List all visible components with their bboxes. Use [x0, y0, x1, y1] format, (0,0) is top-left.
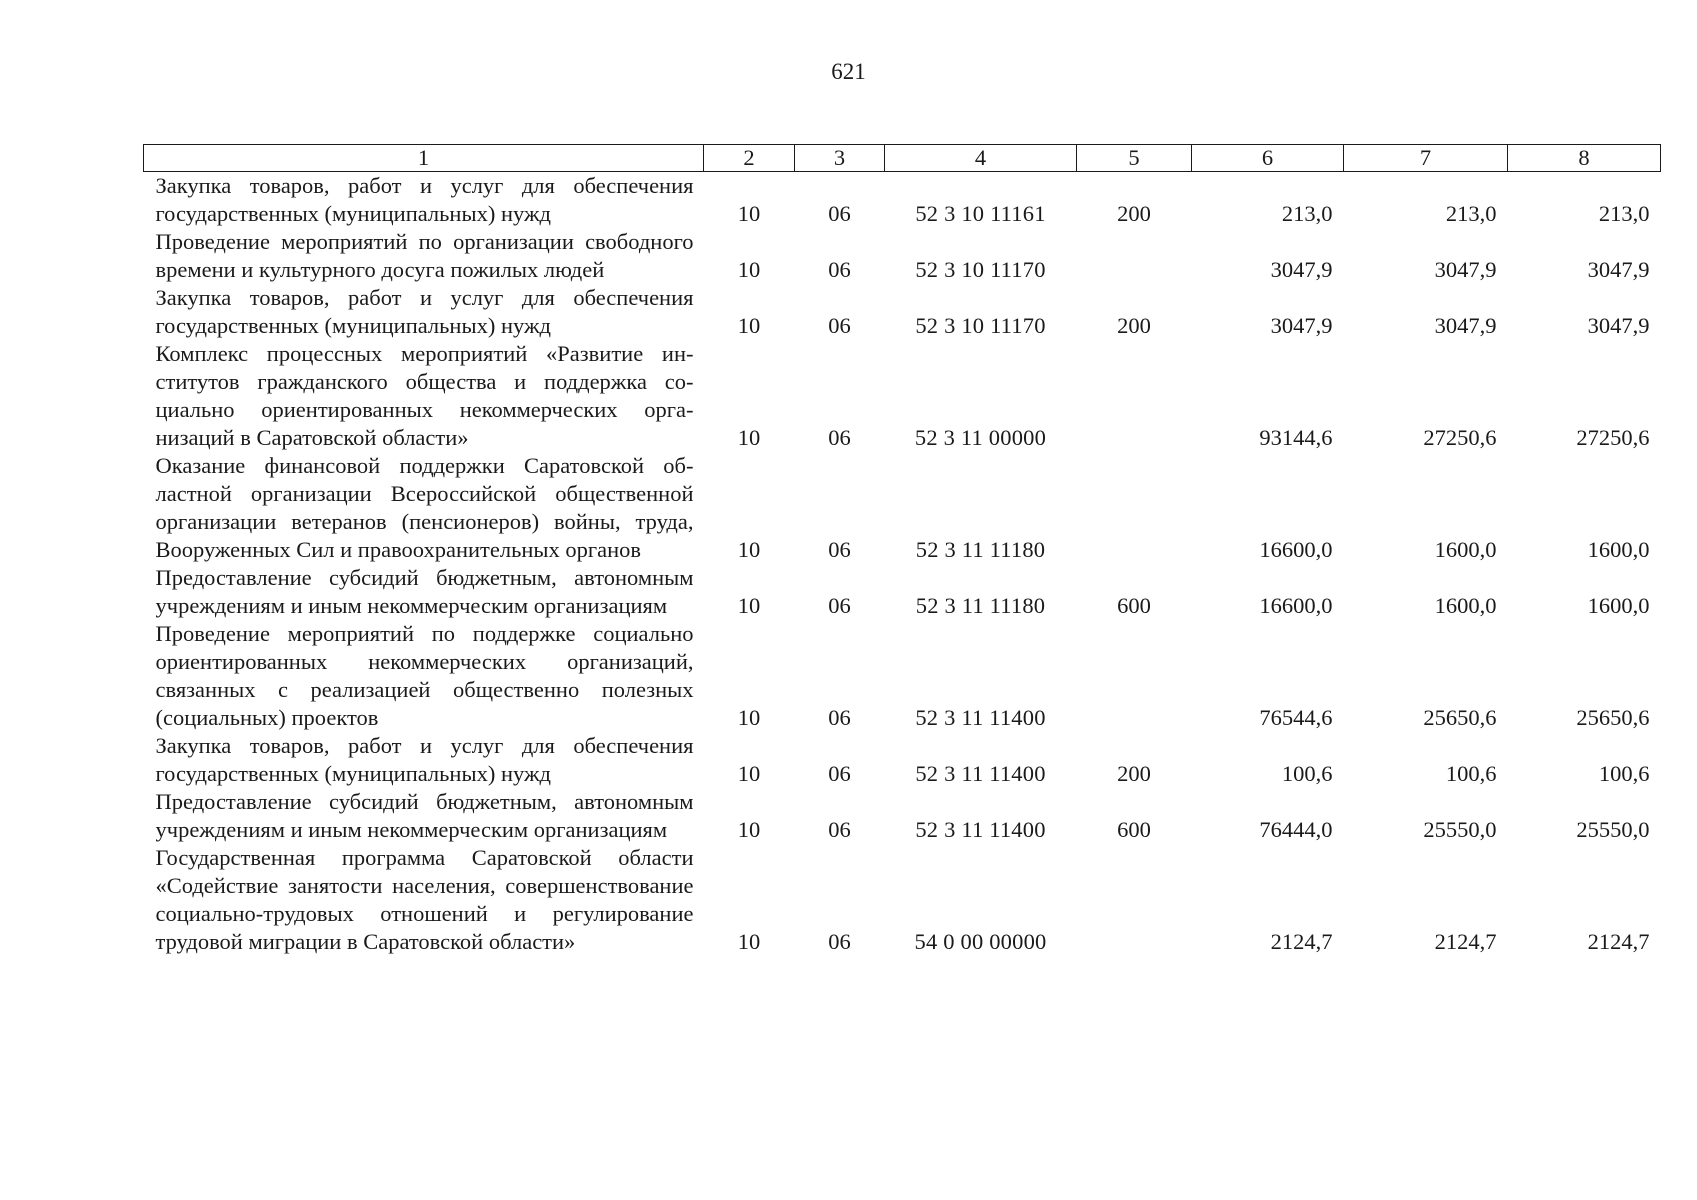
column-header-3: 3 [795, 145, 885, 172]
row-amount-col7: 1600,0 [1434, 593, 1497, 618]
column-header-5: 5 [1077, 145, 1192, 172]
row-amount-col7: 100,6 [1445, 761, 1497, 786]
row-amount-col6: 213,0 [1281, 201, 1333, 226]
row-amount-col8: 2124,7 [1587, 929, 1650, 954]
row-amount-col7: 213,0 [1445, 201, 1497, 226]
row-target-article: 52 3 10 11161 [915, 201, 1046, 226]
row-amount-col6: 16600,0 [1259, 537, 1333, 562]
row-expense-type [1077, 340, 1192, 452]
row-target-article: 52 3 10 11170 [915, 313, 1046, 338]
row-name: Закупка товаров, работ и услуг для обеспечения государственных (муниципальных) нужд [155, 733, 694, 786]
row-section: 10 [737, 817, 761, 842]
column-header-2: 2 [704, 145, 795, 172]
row-amount-col6: 2124,7 [1270, 929, 1333, 954]
row-name: Предоставление субсидий бюджетным, автономным учреждениям и иным некоммерческим организациям [155, 565, 694, 618]
row-subsection: 06 [828, 201, 851, 226]
row-target-article: 52 3 11 11180 [915, 537, 1046, 562]
column-header-4: 4 [885, 145, 1077, 172]
row-section: 10 [737, 313, 761, 338]
row-name: Предоставление субсидий бюджетным, автономным учреждениям и иным некоммерческим организациям [155, 789, 694, 842]
row-expense-type [1077, 452, 1192, 564]
row-section: 10 [737, 537, 761, 562]
header-row [144, 145, 1661, 172]
row-amount-col6: 16600,0 [1259, 593, 1333, 618]
row-amount-col7: 25550,0 [1423, 817, 1497, 842]
row-amount-col7: 3047,9 [1434, 313, 1497, 338]
table-row [144, 340, 1661, 452]
row-expense-type: 600 [1117, 593, 1151, 618]
table-body [144, 172, 1661, 957]
row-section: 10 [737, 705, 761, 730]
table-row [144, 452, 1661, 564]
row-amount-col8: 3047,9 [1587, 313, 1650, 338]
row-section: 10 [737, 257, 761, 282]
row-expense-type [1077, 844, 1192, 956]
row-target-article: 52 3 11 11180 [915, 593, 1046, 618]
table-row [144, 228, 1661, 284]
row-name: Оказание финансовой поддержки Саратовской областной организации Всероссийской общественной организации ветеранов (пенсионеров) войны, труда, Вооруженных Сил и правоохранительных органов [155, 453, 694, 562]
row-target-article: 54 0 00 00000 [914, 929, 1047, 954]
table-row [144, 564, 1661, 620]
table-row [144, 732, 1661, 788]
row-name: Государственная программа Саратовской области «Содействие занятости населения, совершенствование социально-трудовых отношений и регулирование трудовой миграции в Саратовской области» [155, 845, 694, 954]
row-name: Закупка товаров, работ и услуг для обеспечения государственных (муниципальных) нужд [155, 285, 694, 338]
row-target-article: 52 3 11 00000 [914, 425, 1047, 450]
row-name: Проведение мероприятий по поддержке социально ориентированных некоммерческих организаций, связанных с реализацией общественно полезных (социальных) проектов [155, 621, 694, 730]
row-subsection: 06 [828, 705, 851, 730]
row-expense-type: 200 [1117, 201, 1151, 226]
row-subsection: 06 [828, 593, 851, 618]
column-header-7: 7 [1344, 145, 1508, 172]
row-subsection: 06 [828, 537, 851, 562]
row-subsection: 06 [828, 817, 851, 842]
row-section: 10 [737, 425, 761, 450]
column-header-8: 8 [1508, 145, 1661, 172]
row-expense-type: 600 [1117, 817, 1151, 842]
row-target-article: 52 3 11 11400 [915, 761, 1046, 786]
row-amount-col8: 27250,6 [1576, 425, 1650, 450]
table-row [144, 172, 1661, 229]
row-section: 10 [737, 593, 761, 618]
row-amount-col7: 2124,7 [1434, 929, 1497, 954]
row-expense-type: 200 [1117, 761, 1151, 786]
row-amount-col7: 3047,9 [1434, 257, 1497, 282]
row-amount-col6: 3047,9 [1270, 313, 1333, 338]
row-section: 10 [737, 201, 761, 226]
row-amount-col7: 25650,6 [1423, 705, 1497, 730]
row-amount-col6: 3047,9 [1270, 257, 1333, 282]
row-amount-col6: 76544,6 [1259, 705, 1333, 730]
row-amount-col6: 76444,0 [1259, 817, 1333, 842]
table-row [144, 284, 1661, 340]
row-target-article: 52 3 11 11400 [915, 705, 1046, 730]
page-number: 621 [831, 59, 866, 84]
column-header-1: 1 [144, 145, 704, 172]
row-amount-col8: 25650,6 [1576, 705, 1650, 730]
row-name: Закупка товаров, работ и услуг для обеспечения государственных (муниципальных) нужд [155, 173, 694, 226]
row-amount-col8: 100,6 [1598, 761, 1650, 786]
row-name: Проведение мероприятий по организации свободного времени и культурного досуга пожилых людей [155, 229, 694, 282]
table-row [144, 788, 1661, 844]
table-row [144, 620, 1661, 732]
row-amount-col7: 27250,6 [1423, 425, 1497, 450]
row-subsection: 06 [828, 761, 851, 786]
budget-table [143, 144, 1661, 956]
row-subsection: 06 [828, 313, 851, 338]
row-section: 10 [737, 929, 761, 954]
row-amount-col8: 213,0 [1598, 201, 1650, 226]
row-target-article: 52 3 10 11170 [915, 257, 1046, 282]
table-row [144, 844, 1661, 956]
row-section: 10 [737, 761, 761, 786]
row-amount-col8: 3047,9 [1587, 257, 1650, 282]
row-amount-col8: 1600,0 [1587, 537, 1650, 562]
table-header [144, 145, 1661, 172]
row-subsection: 06 [828, 257, 851, 282]
row-subsection: 06 [828, 929, 851, 954]
row-subsection: 06 [828, 425, 851, 450]
row-name: Комплекс процессных мероприятий «Развитие институтов гражданского общества и поддержка социально ориентированных некоммерческих организаций в Саратовской области» [155, 341, 694, 450]
row-amount-col6: 93144,6 [1259, 425, 1333, 450]
row-amount-col7: 1600,0 [1434, 537, 1497, 562]
row-expense-type [1077, 620, 1192, 732]
row-expense-type [1077, 228, 1192, 284]
row-amount-col8: 25550,0 [1576, 817, 1650, 842]
row-amount-col8: 1600,0 [1587, 593, 1650, 618]
row-target-article: 52 3 11 11400 [915, 817, 1046, 842]
column-header-6: 6 [1192, 145, 1344, 172]
row-expense-type: 200 [1117, 313, 1151, 338]
row-amount-col6: 100,6 [1281, 761, 1333, 786]
